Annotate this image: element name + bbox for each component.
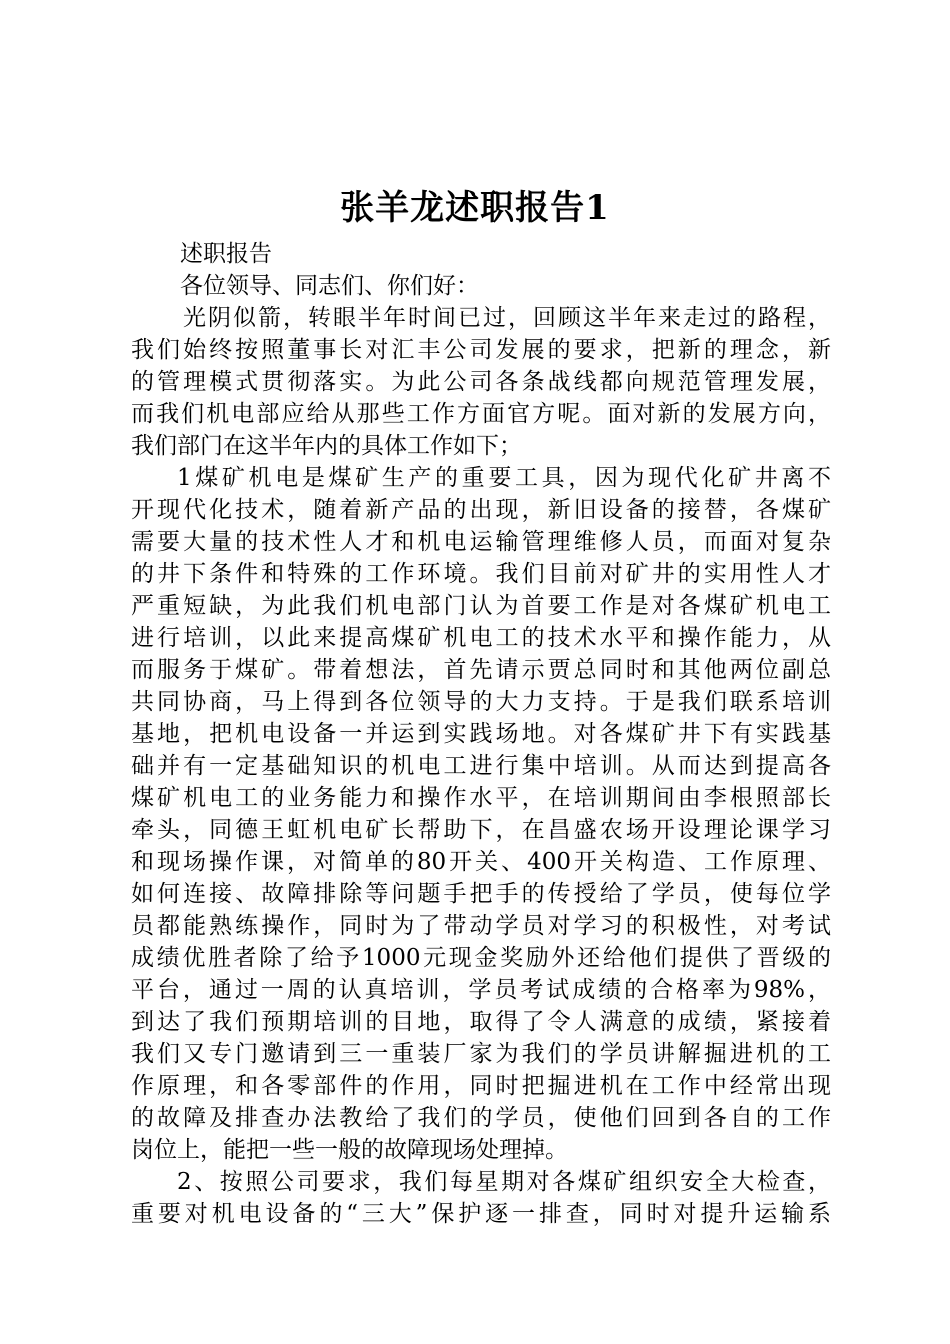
text-line: 如何连接、故障排除等问题手把手的传授给了学员，使每位学 [131,881,831,907]
text-line: 牵头，同德王虹机电矿长帮助下，在昌盛农场开设理论课学习 [131,817,831,843]
text-line: 岗位上，能把一些一般的故障现场处理掉。 [131,1137,568,1163]
text-line: 基地，把机电设备一并运到实践场地。对各煤矿井下有实践基 [131,721,831,747]
text-line: 光阴似箭，转眼半年时间已过，回顾这半年来走过的路程， [183,305,831,331]
text-line: 员都能熟练操作，同时为了带动学员对学习的积极性，对考试 [131,913,831,939]
text-line: 我们部门在这半年内的具体工作如下； [131,433,522,459]
text-line: 2、按照公司要求，我们每星期对各煤矿组织安全大检查， [177,1169,831,1195]
text-line: 平台，通过一周的认真培训，学员考试成绩的合格率为98%， [131,977,831,1003]
text-line: 和现场操作课，对简单的80开关、400开关构造、工作原理、 [131,849,831,875]
text-line: 作原理，和各零部件的作用，同时把掘进机在工作中经常出现 [131,1073,831,1099]
text-line: 础并有一定基础知识的机电工进行集中培训。从而达到提高各 [131,753,831,779]
text-line: 我们始终按照董事长对汇丰公司发展的要求，把新的理念，新 [131,337,831,363]
text-line: 严重短缺，为此我们机电部门认为首要工作是对各煤矿机电工 [131,593,831,619]
text-line: 需要大量的技术性人才和机电运输管理维修人员，而面对复杂 [131,529,831,555]
text-line: 我们又专门邀请到三一重装厂家为我们的学员讲解掘进机的工 [131,1041,831,1067]
text-line: 而服务于煤矿。带着想法，首先请示贾总同时和其他两位副总 [131,657,831,683]
text-line: 煤矿机电工的业务能力和操作水平，在培训期间由李根照部长 [131,785,831,811]
text-line-salutation: 各位领导、同志们、你们好： [180,273,479,299]
text-line: 的管理模式贯彻落实。为此公司各条战线都向规范管理发展， [131,369,831,395]
text-line: 开现代化技术，随着新产品的出现，新旧设备的接替，各煤矿 [131,497,831,523]
text-line: 1煤矿机电是煤矿生产的重要工具，因为现代化矿井离不 [177,465,831,491]
document-body [131,238,831,1230]
text-line: 而我们机电部应给从那些工作方面官方呢。面对新的发展方向， [131,401,831,427]
text-line-heading: 述职报告 [180,241,272,267]
text-line: 的故障及排查办法教给了我们的学员，使他们回到各自的工作 [131,1105,831,1131]
text-line: 共同协商，马上得到各位领导的大力支持。于是我们联系培训 [131,689,831,715]
document-title: 张羊龙述职报告1 [340,188,610,228]
text-line: 进行培训，以此来提高煤矿机电工的技术水平和操作能力，从 [131,625,831,651]
text-line: 的井下条件和特殊的工作环境。我们目前对矿井的实用性人才 [131,561,831,587]
text-line: 成绩优胜者除了给予1000元现金奖励外还给他们提供了晋级的 [131,945,831,971]
text-line: 到达了我们预期培训的目地，取得了令人满意的成绩，紧接着 [131,1009,831,1035]
text-line: 重要对机电设备的“三大”保护逐一排查，同时对提升运输系 [131,1201,831,1227]
